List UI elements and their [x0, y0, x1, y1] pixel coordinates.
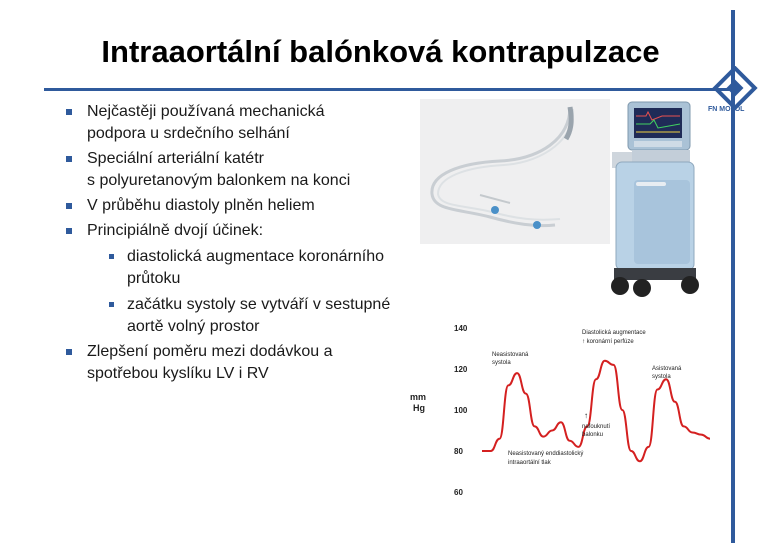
y-tick-label: 120 [454, 365, 468, 374]
bullet-square-icon [66, 228, 72, 234]
sub-bullet-item [109, 246, 440, 290]
iabp-console-image [606, 100, 718, 300]
annotation-text: ↑ koronární perfúze [582, 339, 634, 345]
title-underline [44, 88, 732, 91]
bullet-text: Principiálně dvojí účinek: [87, 222, 264, 239]
bullet-item [60, 148, 440, 192]
y-unit-label: Hg [413, 403, 425, 413]
annotation-text: intraaortální tlak [508, 460, 551, 466]
sub-bullet-text: začátku systoly se vytváří v sestupné [127, 296, 391, 313]
logo-text: FN MOTOL [708, 106, 745, 113]
annotation-arrow-icon: ↑ [584, 411, 588, 420]
bullet-item [60, 101, 440, 145]
bullet-text: Nejčastěji používaná mechanická [87, 103, 325, 120]
bullet-text: podpora u srdečního selhání [87, 125, 290, 142]
bullet-item [60, 220, 440, 338]
annotation-text: Neasistovaná [492, 352, 529, 358]
annotation-text: systola [492, 360, 511, 366]
annotation-text: Neasistovaný enddiastolický [508, 451, 584, 457]
bullet-square-icon [66, 156, 72, 162]
pressure-waveform-chart [410, 318, 720, 503]
bullet-list [60, 101, 440, 388]
sub-bullet-item [109, 294, 440, 338]
annotation-text: Diastolická augmentace [582, 330, 646, 336]
bullet-text: V průběhu diastoly plněn heliem [87, 197, 315, 214]
slide-title: Intraaortální balónková kontrapulzace [101, 34, 660, 69]
sub-bullet-list [87, 246, 440, 338]
bullet-square-icon [66, 203, 72, 209]
y-tick-label: 100 [454, 406, 468, 415]
balloon-catheter-image [420, 99, 610, 244]
bullet-text: s polyuretanovým balonkem na konci [87, 172, 351, 189]
y-tick-label: 80 [454, 447, 463, 456]
annotation-text: systola [652, 374, 671, 380]
bullet-square-icon [66, 109, 72, 115]
bullet-item [60, 195, 440, 217]
y-unit-label: mm [410, 392, 427, 402]
bullet-text: spotřebou kyslíku LV i RV [87, 365, 269, 382]
pressure-series-line [482, 361, 710, 461]
bullet-text: Speciální arteriální katétr [87, 150, 264, 167]
y-tick-label: 140 [454, 324, 468, 333]
sub-bullet-square-icon [109, 302, 114, 307]
sub-bullet-text: průtoku [127, 270, 181, 287]
annotation-text: balonku [582, 432, 604, 438]
sub-bullet-square-icon [109, 254, 114, 259]
bullet-text: Zlepšení poměru mezi dodávkou a [87, 343, 333, 360]
y-tick-label: 60 [454, 488, 463, 497]
annotation-text: Asistovaná [652, 366, 682, 372]
bullet-square-icon [66, 349, 72, 355]
sub-bullet-text: diastolická augmentace koronárního [127, 248, 385, 265]
y-axis-ticks [454, 324, 468, 497]
sub-bullet-text: aortě volný prostor [127, 318, 260, 335]
bullet-item [60, 341, 440, 385]
annotation-text: nafouknutí [582, 424, 611, 430]
